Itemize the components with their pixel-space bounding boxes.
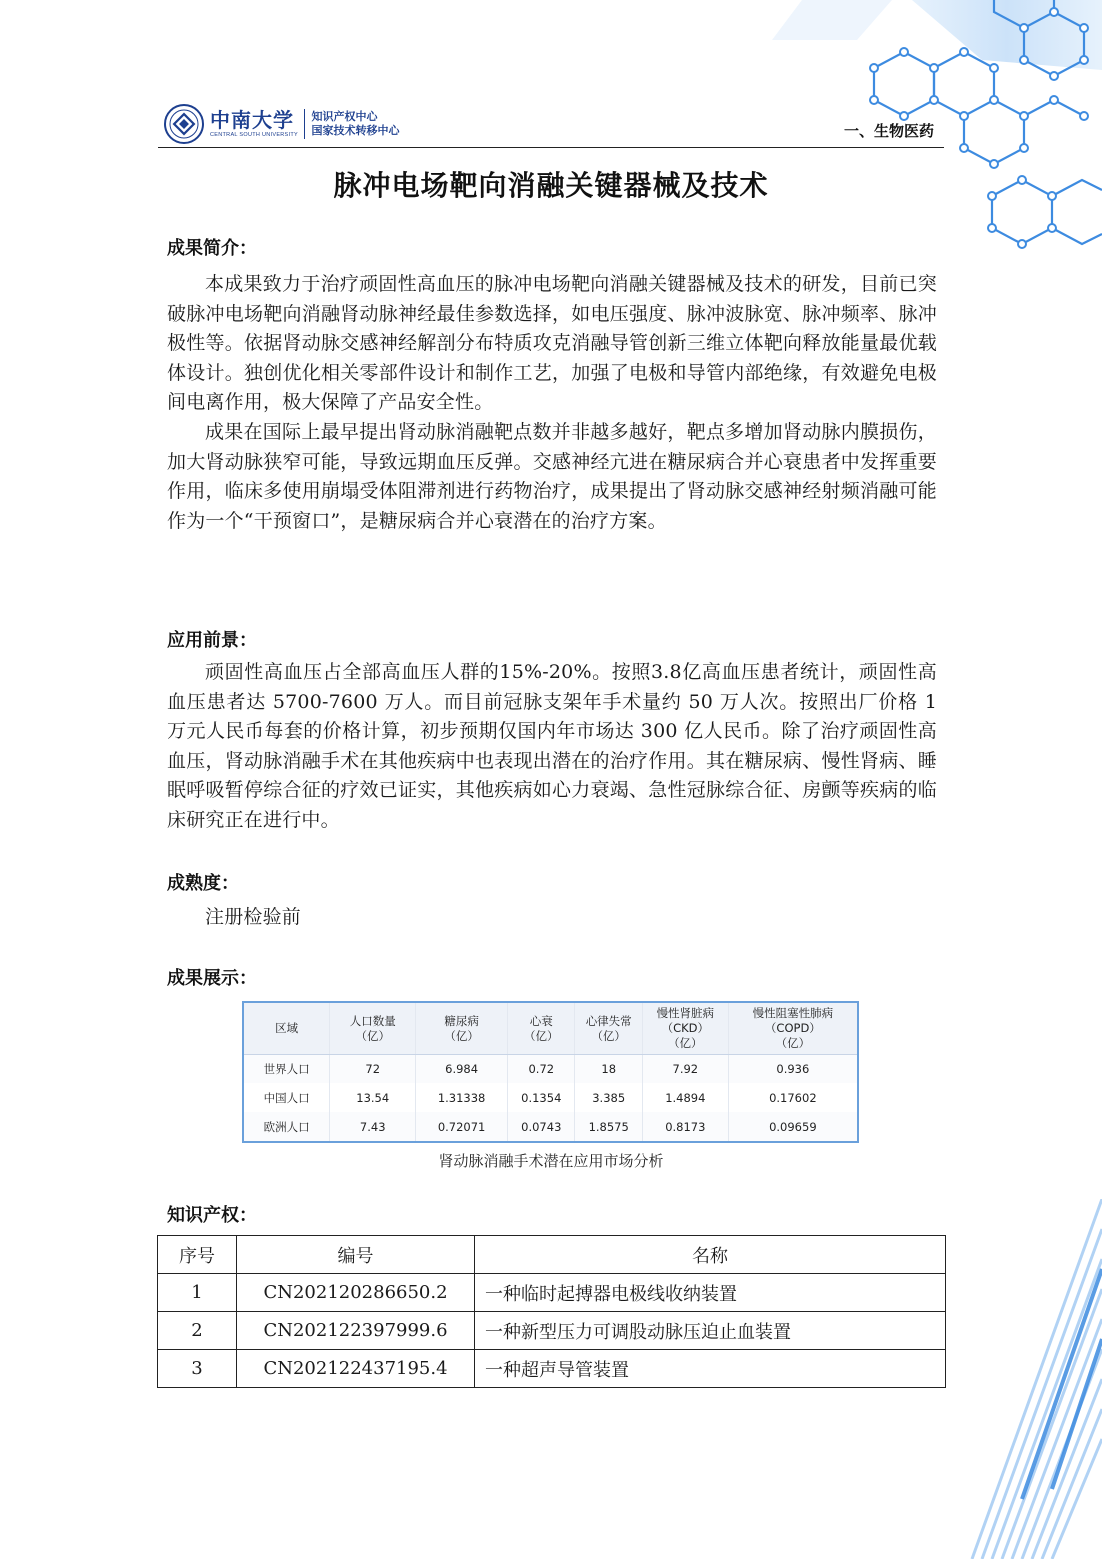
- market-col-arrhythmia: 心律失常 （亿）: [575, 1003, 642, 1055]
- page-header: [158, 100, 944, 148]
- ip-name-cell: 一种新型压力可调股动脉压迫止血装置: [475, 1312, 946, 1350]
- maturity-section: [167, 871, 937, 933]
- university-name: 中南大学: [210, 108, 294, 132]
- org-line-1: 知识产权中心: [311, 110, 378, 123]
- market-cell: 7.43: [330, 1112, 416, 1141]
- market-cell: 7.92: [642, 1055, 728, 1084]
- summary-paragraph-2: 成果在国际上最早提出肾动脉消融靶点数并非越多越好，靶点多增加肾动脉内膜损伤，加大肾动脉狭窄可能，导致远期血压反弹。交感神经亢进在糖尿病合并心衰患者中发挥重要作用，临床多使用崩塌受体阻滞剂进行药物治疗，成果提出了肾动脉交感神经射频消融可能作为一个“干预窗口”，是糖尿病合并心衰潜在的治疗方案。: [167, 420, 937, 532]
- prospects-section: [167, 628, 937, 836]
- logo-divider: [304, 109, 306, 139]
- market-table-header-row: [244, 1003, 857, 1055]
- ip-section: [167, 1203, 937, 1229]
- market-cell: 13.54: [330, 1083, 416, 1112]
- prospects-paragraph: 顽固性高血压占全部高血压人群的15%-20%。按照3.8亿高血压患者统计，顽固性高血压患者达 5700-7600 万人。而目前冠脉支架年手术量约 50 万人次。按照出厂价格 1 万元人民币每套的价格计算，初步预期仅国内年市场达 300 亿人民币。除了治疗顽固性高血压，肾动脉消融手术在其他疾病中也表现出潜在的治疗作用。其在糖尿病、慢性肾病、睡眠呼吸暂停综合征的疗效已证实，其他疾病如心力衰竭、急性冠脉综合征、房颤等疾病的临床研究正在进行中。: [167, 661, 937, 831]
- ip-table: [157, 1235, 946, 1388]
- ip-index-cell: 3: [158, 1350, 237, 1388]
- market-col-heart-failure: 心衰 （亿）: [508, 1003, 575, 1055]
- market-analysis-figure: [242, 1001, 859, 1143]
- maturity-value: 注册检验前: [205, 906, 302, 928]
- ip-table-row: [158, 1274, 946, 1312]
- ip-name-cell: 一种超声导管装置: [475, 1350, 946, 1388]
- ip-number-cell: CN202122437195.4: [237, 1350, 475, 1388]
- page-title: 脉冲电场靶向消融关键器械及技术: [333, 169, 769, 202]
- showcase-section: [167, 966, 937, 992]
- market-analysis-table: [244, 1003, 857, 1141]
- market-cell: 中国人口: [263, 1090, 310, 1105]
- summary-heading: 成果简介：: [167, 238, 257, 259]
- summary-paragraph-1: 本成果致力于治疗顽固性高血压的脉冲电场靶向消融关键器械及技术的研发，目前已突破脉冲电场靶向消融肾动脉神经最佳参数选择，如电压强度、脉冲波脉宽、脉冲频率、脉冲极性等。依据肾动脉交感神经解剖分布特质攻克消融导管创新三维立体靶向释放能量最优载体设计。独创优化相关零部件设计和制作工艺，加强了电极和导管内部绝缘，有效避免电极间电离作用，极大保障了产品安全性。: [167, 273, 937, 414]
- market-cell: 3.385: [575, 1083, 642, 1112]
- university-logo: [164, 104, 399, 144]
- market-cell: 0.1354: [508, 1083, 575, 1112]
- org-line-2: 国家技术转移中心: [311, 124, 400, 137]
- market-cell: 1.31338: [416, 1083, 508, 1112]
- market-cell: 0.8173: [642, 1112, 728, 1141]
- maturity-heading: 成熟度：: [167, 873, 239, 894]
- market-col-population: 人口数量 （亿）: [330, 1003, 416, 1055]
- ip-col-name: 名称: [475, 1236, 946, 1274]
- market-cell: 世界人口: [244, 1055, 330, 1084]
- ip-table-row: [158, 1350, 946, 1388]
- ip-name-cell: 一种临时起搏器电极线收纳装置: [475, 1274, 946, 1312]
- ip-table-header-row: [158, 1236, 946, 1274]
- category-label: 一、生物医药: [843, 122, 934, 140]
- summary-section: [167, 236, 937, 536]
- market-cell: 72: [330, 1055, 416, 1084]
- market-cell: 0.0743: [508, 1112, 575, 1141]
- org-name: [311, 110, 399, 138]
- ip-heading: 知识产权：: [167, 1205, 257, 1226]
- ip-col-index: 序号: [158, 1236, 237, 1274]
- market-cell: 欧洲人口: [244, 1112, 330, 1141]
- university-name-en: CENTRAL SOUTH UNIVERSITY: [210, 132, 298, 138]
- university-seal-icon: [164, 104, 204, 144]
- market-cell: 0.936: [728, 1055, 857, 1084]
- market-cell: 18: [575, 1055, 642, 1084]
- market-cell: 6.984: [416, 1055, 508, 1084]
- market-table-row: [244, 1083, 857, 1112]
- market-col-region: 区域: [244, 1003, 330, 1055]
- market-col-diabetes: 糖尿病 （亿）: [416, 1003, 508, 1055]
- market-table-row: [244, 1112, 857, 1141]
- market-cell: 0.72071: [416, 1112, 508, 1141]
- figure-caption: 肾动脉消融手术潜在应用市场分析: [438, 1152, 664, 1170]
- ip-number-cell: CN202120286650.2: [237, 1274, 475, 1312]
- market-col-ckd: 慢性肾脏病 （CKD） （亿）: [642, 1003, 728, 1055]
- ip-index-cell: 1: [158, 1274, 237, 1312]
- ip-col-number: 编号: [237, 1236, 475, 1274]
- ip-index-cell: 2: [158, 1312, 237, 1350]
- market-cell: 0.09659: [728, 1112, 857, 1141]
- market-cell: 0.72: [508, 1055, 575, 1084]
- market-cell: 1.8575: [575, 1112, 642, 1141]
- showcase-heading: 成果展示：: [167, 968, 257, 989]
- market-cell: 0.17602: [728, 1083, 857, 1112]
- market-cell: 1.4894: [642, 1083, 728, 1112]
- ip-number-cell: CN202122397999.6: [237, 1312, 475, 1350]
- prospects-heading: 应用前景：: [167, 630, 257, 651]
- ip-table-row: [158, 1312, 946, 1350]
- market-col-copd: 慢性阻塞性肺病 （COPD） （亿）: [728, 1003, 857, 1055]
- market-table-row: [244, 1055, 857, 1084]
- stripe-decoration: [962, 1199, 1102, 1559]
